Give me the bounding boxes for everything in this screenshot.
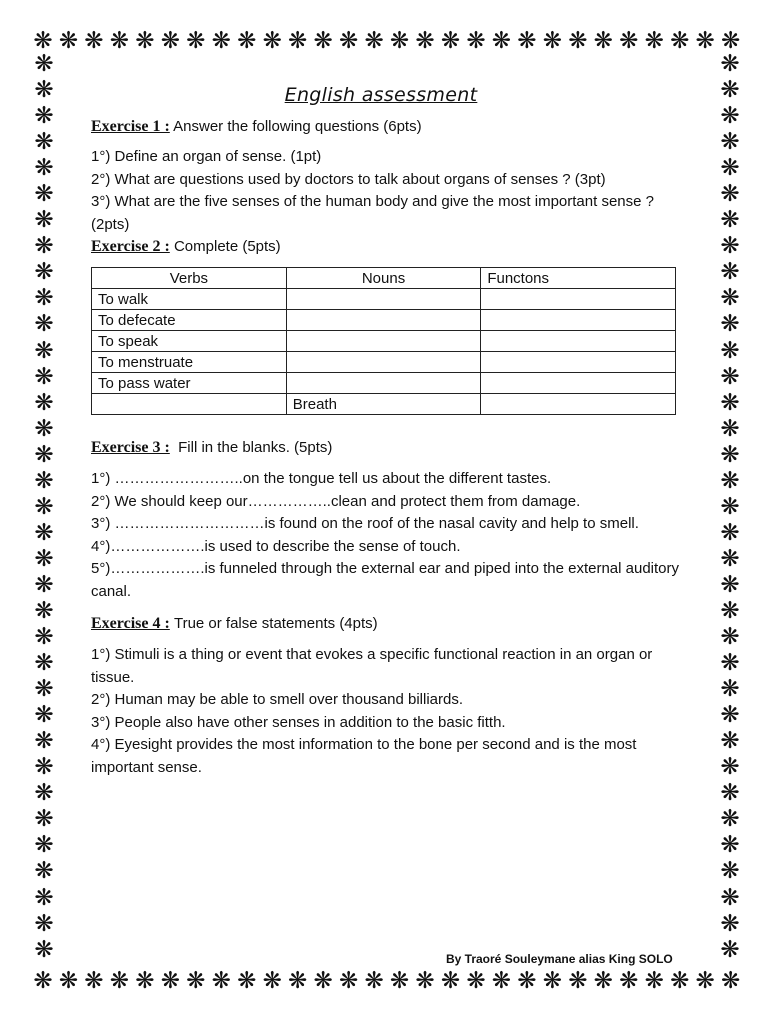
exercise-1	[91, 116, 681, 236]
border-bottom	[31, 968, 743, 994]
asterisk-flower-icon: ❋	[34, 728, 54, 755]
asterisk-flower-icon: ❋	[720, 936, 740, 963]
exercise-3-question: 4°)……………….is used to describe the sense of touch.	[91, 537, 461, 555]
exercise-3-question: 5°)……………….is funneled through the external ear and piped into the external auditory canal.	[91, 560, 679, 600]
asterisk-flower-icon: ❋	[720, 676, 740, 703]
asterisk-flower-icon: ❋	[389, 968, 410, 994]
table-cell	[286, 310, 481, 331]
exercise-1-instruction: Answer the following questions (6pts)	[169, 118, 422, 135]
asterisk-flower-icon: ❋	[34, 441, 54, 468]
exercise-4-instruction: True or false statements (4pts)	[173, 615, 378, 632]
asterisk-flower-icon: ❋	[720, 285, 740, 312]
asterisk-flower-icon: ❋	[720, 754, 740, 781]
asterisk-flower-icon: ❋	[695, 28, 715, 54]
exercise-4-question: 3°) People also have other senses in addition to the basic fitth.	[91, 713, 506, 731]
table-row	[92, 289, 676, 310]
asterisk-flower-icon: ❋	[34, 571, 54, 598]
asterisk-flower-icon: ❋	[237, 28, 257, 54]
asterisk-flower-icon: ❋	[211, 968, 231, 994]
asterisk-flower-icon: ❋	[34, 389, 54, 416]
exercise-3-question: 3°) …………………………is found on the roof of the nasal cavity and help to smell.	[91, 515, 639, 532]
column-header-nouns: Nouns	[286, 268, 481, 289]
asterisk-flower-icon: ❋	[34, 337, 54, 364]
asterisk-flower-icon: ❋	[34, 832, 54, 859]
asterisk-flower-icon: ❋	[34, 519, 54, 546]
asterisk-flower-icon: ❋	[34, 884, 54, 911]
asterisk-flower-icon: ❋	[160, 968, 180, 994]
asterisk-flower-icon: ❋	[466, 968, 486, 994]
asterisk-flower-icon: ❋	[288, 28, 308, 54]
asterisk-flower-icon: ❋	[720, 571, 740, 598]
exercise-3-heading	[91, 437, 681, 459]
asterisk-flower-icon: ❋	[542, 28, 563, 54]
table-cell	[481, 352, 676, 373]
page-title: English assessment	[284, 84, 478, 106]
asterisk-flower-icon: ❋	[34, 103, 54, 130]
asterisk-flower-icon: ❋	[34, 936, 54, 963]
asterisk-flower-icon: ❋	[34, 650, 54, 677]
table-row	[92, 373, 676, 394]
verbs-nouns-table	[91, 267, 676, 415]
assessment-content	[91, 84, 681, 779]
asterisk-flower-icon: ❋	[720, 884, 740, 911]
asterisk-flower-icon: ❋	[34, 363, 54, 390]
asterisk-flower-icon: ❋	[313, 968, 333, 994]
author-credit: By Traoré Souleymane alias King SOLO	[446, 952, 673, 966]
exercise-2-instruction: Complete (5pts)	[173, 238, 281, 255]
asterisk-flower-icon: ❋	[720, 207, 740, 234]
table-cell	[481, 289, 676, 310]
asterisk-flower-icon: ❋	[34, 858, 54, 885]
exercise-1-question: 1°) Define an organ of sense. (1pt)	[91, 148, 322, 165]
asterisk-flower-icon: ❋	[720, 806, 740, 833]
asterisk-flower-icon: ❋	[720, 77, 740, 104]
asterisk-flower-icon: ❋	[720, 650, 740, 677]
table-cell: To defecate	[92, 310, 287, 331]
asterisk-flower-icon: ❋	[720, 337, 740, 364]
asterisk-flower-icon: ❋	[720, 858, 740, 885]
table-cell	[481, 373, 676, 394]
exercise-4-question: 2°) Human may be able to smell over thousand billiards.	[91, 691, 464, 708]
exercise-1-label: Exercise 1 :	[91, 118, 170, 135]
border-right	[717, 52, 743, 962]
asterisk-flower-icon: ❋	[262, 968, 282, 994]
asterisk-flower-icon: ❋	[34, 77, 54, 104]
asterisk-flower-icon: ❋	[720, 702, 740, 729]
asterisk-flower-icon: ❋	[491, 28, 512, 54]
asterisk-flower-icon: ❋	[720, 467, 740, 494]
asterisk-flower-icon: ❋	[720, 910, 740, 937]
asterisk-flower-icon: ❋	[58, 28, 79, 54]
exercise-4-label: Exercise 4 :	[91, 615, 170, 632]
exercise-1-question: 2°) What are questions used by doctors to talk about organs of senses ? (3pt)	[91, 170, 606, 188]
table-cell	[286, 331, 481, 352]
column-header-functions: Functons	[481, 268, 676, 289]
border-left	[31, 52, 57, 962]
asterisk-flower-icon: ❋	[644, 28, 664, 54]
asterisk-flower-icon: ❋	[593, 28, 613, 54]
asterisk-flower-icon: ❋	[720, 441, 740, 468]
exercise-4	[91, 613, 681, 779]
asterisk-flower-icon: ❋	[593, 968, 613, 994]
asterisk-flower-icon: ❋	[34, 624, 54, 651]
asterisk-flower-icon: ❋	[720, 519, 740, 546]
asterisk-flower-icon: ❋	[34, 51, 54, 77]
asterisk-flower-icon: ❋	[720, 129, 740, 156]
asterisk-flower-icon: ❋	[34, 597, 54, 624]
asterisk-flower-icon: ❋	[34, 754, 54, 781]
exercise-2-heading	[91, 236, 681, 258]
asterisk-flower-icon: ❋	[109, 28, 130, 54]
asterisk-flower-icon: ❋	[440, 968, 461, 994]
asterisk-flower-icon: ❋	[721, 968, 741, 994]
table-cell	[92, 394, 287, 415]
asterisk-flower-icon: ❋	[84, 968, 104, 994]
exercise-1-heading	[91, 116, 681, 138]
table-row	[92, 310, 676, 331]
asterisk-flower-icon: ❋	[720, 155, 740, 182]
table-cell	[481, 331, 676, 352]
asterisk-flower-icon: ❋	[720, 832, 740, 859]
exercise-1-question: 3°) What are the five senses of the human body and give the most important sense ? (2pts)	[91, 193, 654, 233]
exercise-4-question: 4°) Eyesight provides the most information to the bone per second and is the most important sense.	[91, 736, 637, 776]
table-cell	[481, 310, 676, 331]
asterisk-flower-icon: ❋	[34, 493, 54, 520]
asterisk-flower-icon: ❋	[211, 28, 231, 54]
asterisk-flower-icon: ❋	[135, 28, 155, 54]
asterisk-flower-icon: ❋	[568, 28, 588, 54]
border-top	[31, 28, 743, 54]
asterisk-flower-icon: ❋	[670, 968, 690, 994]
asterisk-flower-icon: ❋	[186, 28, 206, 54]
asterisk-flower-icon: ❋	[338, 968, 359, 994]
asterisk-flower-icon: ❋	[288, 968, 308, 994]
asterisk-flower-icon: ❋	[720, 728, 740, 755]
asterisk-flower-icon: ❋	[720, 493, 740, 520]
asterisk-flower-icon: ❋	[338, 28, 359, 54]
asterisk-flower-icon: ❋	[84, 28, 104, 54]
asterisk-flower-icon: ❋	[34, 780, 54, 807]
asterisk-flower-icon: ❋	[34, 233, 54, 260]
asterisk-flower-icon: ❋	[313, 28, 333, 54]
asterisk-flower-icon: ❋	[109, 968, 130, 994]
asterisk-flower-icon: ❋	[721, 28, 741, 54]
asterisk-flower-icon: ❋	[440, 28, 461, 54]
exercise-3-question: 2°) We should keep our……………..clean and protect them from damage.	[91, 492, 581, 510]
table-cell	[286, 352, 481, 373]
asterisk-flower-icon: ❋	[491, 968, 512, 994]
asterisk-flower-icon: ❋	[720, 624, 740, 651]
asterisk-flower-icon: ❋	[34, 155, 54, 182]
table-cell: Breath	[286, 394, 481, 415]
asterisk-flower-icon: ❋	[389, 28, 410, 54]
column-header-verbs: Verbs	[92, 268, 287, 289]
asterisk-flower-icon: ❋	[34, 129, 54, 156]
asterisk-flower-icon: ❋	[34, 259, 54, 286]
asterisk-flower-icon: ❋	[670, 28, 690, 54]
asterisk-flower-icon: ❋	[720, 103, 740, 130]
asterisk-flower-icon: ❋	[619, 968, 639, 994]
asterisk-flower-icon: ❋	[34, 910, 54, 937]
asterisk-flower-icon: ❋	[720, 597, 740, 624]
asterisk-flower-icon: ❋	[720, 259, 740, 286]
asterisk-flower-icon: ❋	[644, 968, 664, 994]
asterisk-flower-icon: ❋	[720, 181, 740, 208]
asterisk-flower-icon: ❋	[720, 51, 740, 77]
asterisk-flower-icon: ❋	[34, 415, 54, 442]
exercise-2-label: Exercise 2 :	[91, 238, 170, 255]
table-cell	[286, 289, 481, 310]
table-row	[92, 394, 676, 415]
asterisk-flower-icon: ❋	[34, 806, 54, 833]
exercise-3-label: Exercise 3 :	[91, 439, 170, 456]
table-row	[92, 352, 676, 373]
asterisk-flower-icon: ❋	[720, 363, 740, 390]
asterisk-flower-icon: ❋	[720, 233, 740, 260]
asterisk-flower-icon: ❋	[34, 285, 54, 312]
asterisk-flower-icon: ❋	[619, 28, 639, 54]
asterisk-flower-icon: ❋	[364, 968, 384, 994]
asterisk-flower-icon: ❋	[262, 28, 282, 54]
asterisk-flower-icon: ❋	[517, 968, 537, 994]
table-row	[92, 331, 676, 352]
exercise-3	[91, 437, 681, 603]
asterisk-flower-icon: ❋	[34, 702, 54, 729]
asterisk-flower-icon: ❋	[34, 545, 54, 572]
asterisk-flower-icon: ❋	[720, 311, 740, 338]
table-cell: To speak	[92, 331, 287, 352]
asterisk-flower-icon: ❋	[695, 968, 715, 994]
asterisk-flower-icon: ❋	[34, 207, 54, 234]
asterisk-flower-icon: ❋	[237, 968, 257, 994]
asterisk-flower-icon: ❋	[34, 676, 54, 703]
exercise-3-instruction: Fill in the blanks. (5pts)	[178, 439, 333, 456]
asterisk-flower-icon: ❋	[568, 968, 588, 994]
asterisk-flower-icon: ❋	[58, 968, 79, 994]
table-cell	[481, 394, 676, 415]
exercise-4-heading	[91, 613, 681, 635]
table-cell	[286, 373, 481, 394]
asterisk-flower-icon: ❋	[186, 968, 206, 994]
asterisk-flower-icon: ❋	[34, 181, 54, 208]
asterisk-flower-icon: ❋	[542, 968, 563, 994]
exercise-3-question: 1°) ……………………..on the tongue tell us about the different tastes.	[91, 470, 552, 487]
asterisk-flower-icon: ❋	[415, 968, 435, 994]
asterisk-flower-icon: ❋	[720, 415, 740, 442]
table-cell: To menstruate	[92, 352, 287, 373]
asterisk-flower-icon: ❋	[33, 28, 53, 54]
asterisk-flower-icon: ❋	[34, 311, 54, 338]
asterisk-flower-icon: ❋	[720, 780, 740, 807]
table-cell: To pass water	[92, 373, 287, 394]
asterisk-flower-icon: ❋	[517, 28, 537, 54]
asterisk-flower-icon: ❋	[160, 28, 180, 54]
asterisk-flower-icon: ❋	[720, 545, 740, 572]
asterisk-flower-icon: ❋	[415, 28, 435, 54]
asterisk-flower-icon: ❋	[720, 389, 740, 416]
table-header-row	[92, 268, 676, 289]
asterisk-flower-icon: ❋	[34, 467, 54, 494]
asterisk-flower-icon: ❋	[33, 968, 53, 994]
asterisk-flower-icon: ❋	[135, 968, 155, 994]
asterisk-flower-icon: ❋	[364, 28, 384, 54]
exercise-4-question: 1°) Stimuli is a thing or event that evokes a specific functional reaction in an organ or tissue.	[91, 646, 653, 686]
exercise-2	[91, 236, 681, 415]
table-cell: To walk	[92, 289, 287, 310]
asterisk-flower-icon: ❋	[466, 28, 486, 54]
